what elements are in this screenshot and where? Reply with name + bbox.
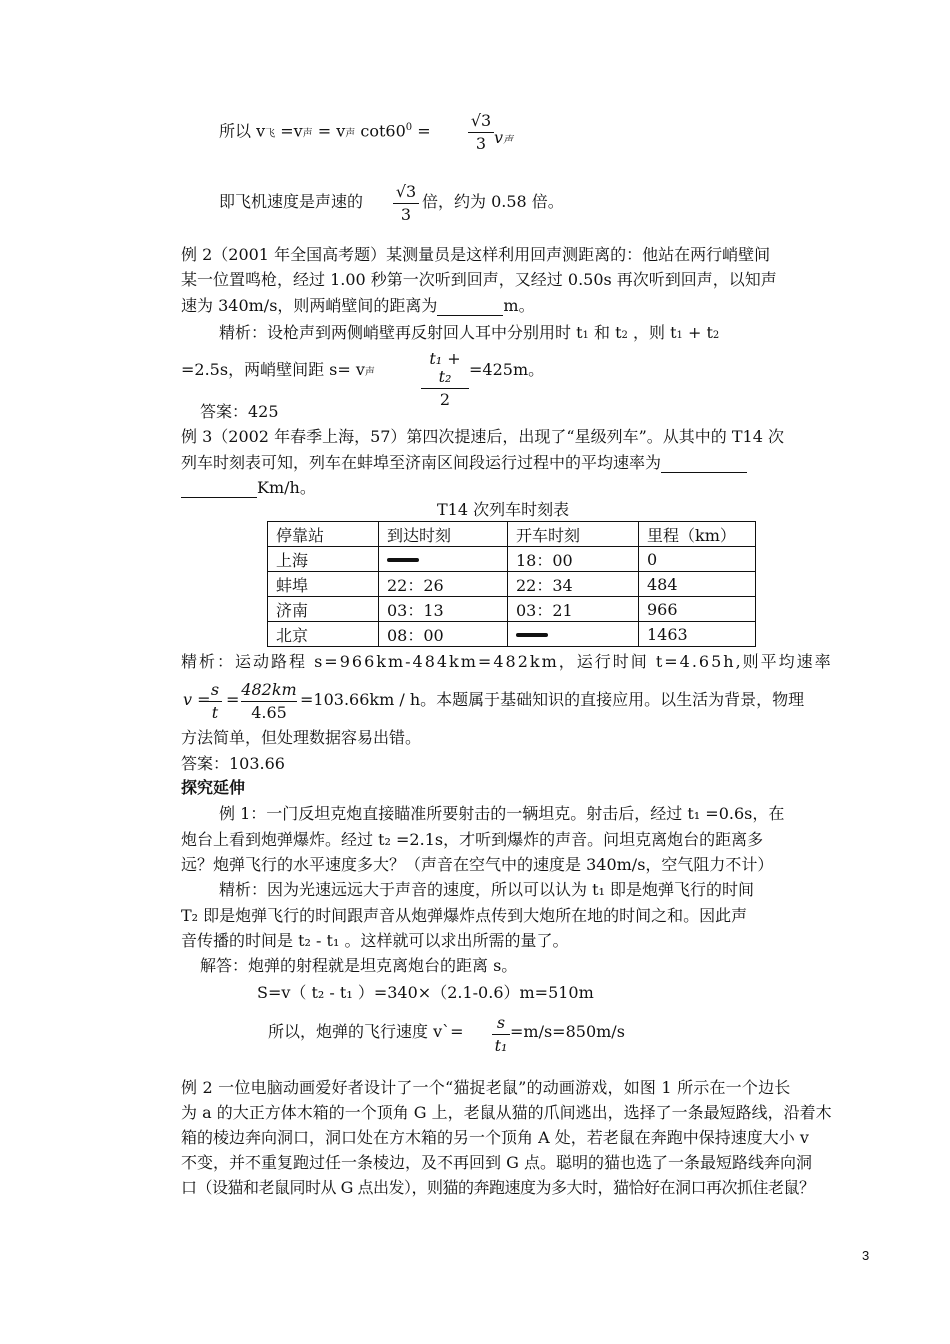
table-row <box>268 597 756 622</box>
cat-mouse-line-4: 不变，并不重复跑过任一条棱边，及不再回到 G 点。聪明的猫也选了一条最短路线奔向洞 <box>181 1153 812 1172</box>
header-cell: 里程（km） <box>639 522 756 547</box>
text: 精析：设枪声到两侧峭壁再反射回人耳中分别用时 t <box>219 323 583 342</box>
text: =v <box>275 121 303 141</box>
fraction-s-over-t <box>208 681 222 722</box>
extension-line-7: 解答：炮弹的射程就是坦克离炮台的距离 s。 <box>200 956 518 975</box>
table-row <box>268 622 756 647</box>
header-cell: 到达时刻 <box>379 522 508 547</box>
text: 列车时刻表可知，列车在蚌埠至济南区间段运行过程中的平均速率为 <box>181 453 662 472</box>
example-3-analysis: 精析：运动路程 s=966km-484km=482km，运行时间 t=4.65h,则平均速率 <box>181 652 833 671</box>
header-cell: 开车时刻 <box>508 522 639 547</box>
table-title: T14 次列车时刻表 <box>437 500 570 519</box>
denominator: 3 <box>400 205 412 224</box>
extension-line-9-tail: =m/s=850m/s <box>510 1022 625 1041</box>
numerator: s <box>210 680 220 699</box>
arrival-cell: 08：00 <box>379 622 508 647</box>
text: Km/h。 <box>257 478 316 497</box>
text: 。本题属于基础知识的直接应用。以生活为背景，物理 <box>420 690 805 709</box>
answer-blank <box>181 481 257 498</box>
station-cell: 济南 <box>268 597 379 622</box>
departure-cell: 22：34 <box>508 572 639 597</box>
fraction-sqrt3-over-3 <box>468 112 494 153</box>
answer-blank <box>437 299 503 316</box>
numerator: 482km <box>241 680 297 699</box>
subscript: 声 <box>503 135 514 146</box>
text: 速为 340m/s，则两峭壁间的距离为 <box>181 296 438 315</box>
station-cell: 蚌埠 <box>268 572 379 597</box>
text: m。 <box>503 296 535 315</box>
table-row <box>268 547 756 572</box>
departure-cell <box>508 622 639 647</box>
fraction-t1-plus-t2-over-2 <box>421 350 469 409</box>
fraction-sqrt3-over-3-b <box>393 183 419 224</box>
formula-line-1 <box>219 118 431 144</box>
vbar-symbol: v = <box>183 690 211 709</box>
text: 倍，约为 0.58 倍。 <box>422 192 564 211</box>
section-heading: 探究延伸 <box>181 778 246 797</box>
superscript: 0 <box>405 122 413 133</box>
mileage-cell: 0 <box>639 547 756 572</box>
dash-mark <box>387 558 419 562</box>
arrival-cell <box>379 547 508 572</box>
dash-mark <box>516 633 548 637</box>
example-3-line-1: 例 3（2002 年春季上海，57）第四次提速后，出现了“星级列车”。从其中的 T14 次 <box>181 427 784 446</box>
example-3-answer: 答案：103.66 <box>181 754 285 773</box>
extension-line-6: 音传播的时间是 t₂ - t₁ 。这样就可以求出所需的量了。 <box>181 931 569 950</box>
departure-cell: 18：00 <box>508 547 639 572</box>
example-2-result-tail: =425m。 <box>469 360 545 379</box>
text: + t <box>682 323 713 342</box>
velocity-symbol <box>494 128 513 151</box>
departure-cell: 03：21 <box>508 597 639 622</box>
example-2-result <box>181 360 375 383</box>
speed-ratio-tail <box>422 192 564 212</box>
cat-mouse-line-3: 箱的棱边奔向洞口，洞口处在方木箱的另一个顶角 A 处，若老鼠在奔跑中保持速度大小 v <box>181 1128 809 1147</box>
example-2-line-2: 某一位置鸣枪，经过 1.00 秒第一次听到回声，又经过 0.50s 再次听到回声，以知声 <box>181 270 777 289</box>
station-cell: 上海 <box>268 547 379 572</box>
extension-line-3: 远？炮弹飞行的水平速度多大？（声音在空气中的速度是 340m/s，空气阻力不计） <box>181 855 774 874</box>
mileage-cell: 966 <box>639 597 756 622</box>
text: cot60 <box>355 121 406 141</box>
cat-mouse-line-5: 口（设猫和老鼠同时从 G 点出发），则猫的奔跑速度为多大时，猫恰好在洞口再次抓住老鼠？ <box>181 1178 815 1197</box>
extension-line-9: 所以，炮弹的飞行速度 v`= <box>268 1022 464 1041</box>
timetable <box>267 521 756 647</box>
denominator: t₁ <box>494 1036 508 1055</box>
numerator: s <box>496 1013 506 1032</box>
text: ，则 t <box>627 323 677 342</box>
mileage-cell: 1463 <box>639 622 756 647</box>
speed-ratio-line <box>219 192 363 212</box>
subscript: 飞 <box>265 128 276 140</box>
answer-blank <box>661 456 747 473</box>
text: =2.5s，两峭壁间距 s= v <box>181 360 365 379</box>
example-3-last-line: 方法简单，但处理数据容易出错。 <box>181 728 422 747</box>
text: 所以 v <box>219 121 266 141</box>
table-header-row <box>268 522 756 547</box>
numerator: t₁ + t₂ <box>429 349 461 386</box>
station-cell: 北京 <box>268 622 379 647</box>
extension-line-1: 例 1：一门反坦克炮直接瞄准所要射击的一辆坦克。射击后，经过 t₁ =0.6s，在 <box>219 804 785 823</box>
example-2-line-3 <box>181 296 535 316</box>
example-2-line-1: 例 2（2001 年全国高考题）某测量员是这样利用回声测距离的：他站在两行峭壁间 <box>181 245 771 264</box>
denominator: t <box>211 703 219 722</box>
fraction-s-over-t1 <box>492 1014 510 1055</box>
arrival-cell: 22：26 <box>379 572 508 597</box>
example-3-result <box>300 690 804 710</box>
extension-line-8: S=v（ t₂ - t₁ ）=340×（2.1-0.6）m=510m <box>257 983 594 1002</box>
text: =103.66km / h <box>300 690 421 709</box>
numerator: √3 <box>395 182 417 201</box>
example-2-analysis: 精析：设枪声到两侧峭壁再反射回人耳中分别用时 t1 和 t2 ，则 t1 + t2 <box>219 323 720 342</box>
text: = <box>412 121 431 141</box>
denominator: 4.65 <box>251 703 287 722</box>
mileage-cell: 484 <box>639 572 756 597</box>
extension-line-2: 炮台上看到炮弹爆炸。经过 t₂ =2.1s，才听到爆炸的声音。问坦克离炮台的距离多 <box>181 830 764 849</box>
subscript: 声 <box>345 128 356 140</box>
equals-sign: = <box>226 690 240 709</box>
numerator: √3 <box>470 111 492 130</box>
fraction-482-over-465 <box>241 681 297 722</box>
cat-mouse-line-2: 为 a 的大正方体木箱的一个顶角 G 上，老鼠从猫的爪间逃出，选择了一条最短路线，沿着木 <box>181 1103 832 1122</box>
extension-line-4: 精析：因为光速远远大于声音的速度，所以可以认为 t₁ 即是炮弹飞行的时间 <box>219 880 755 899</box>
cat-mouse-line-1: 例 2 一位电脑动画爱好者设计了一个“猫捉老鼠”的动画游戏，如图 1 所示在一个边长 <box>181 1078 791 1097</box>
subscript: 声 <box>302 128 313 140</box>
text: 即飞机速度是声速的 <box>219 192 364 211</box>
example-3-line-2 <box>181 453 747 473</box>
subscript: 声 <box>364 367 375 378</box>
extension-line-5: T₂ 即是炮弹飞行的时间跟声音从炮弹爆炸点传到大炮所在地的时间之和。因此声 <box>181 906 748 925</box>
text: v <box>494 128 504 147</box>
denominator: 2 <box>439 390 451 409</box>
denominator: 3 <box>475 134 487 153</box>
example-3-line-3 <box>181 478 316 498</box>
page-number: 3 <box>862 1248 870 1263</box>
text: 和 t <box>588 323 622 342</box>
text: = v <box>312 121 346 141</box>
table-row <box>268 572 756 597</box>
arrival-cell: 03：13 <box>379 597 508 622</box>
example-2-answer: 答案：425 <box>200 402 279 421</box>
header-cell: 停靠站 <box>268 522 379 547</box>
